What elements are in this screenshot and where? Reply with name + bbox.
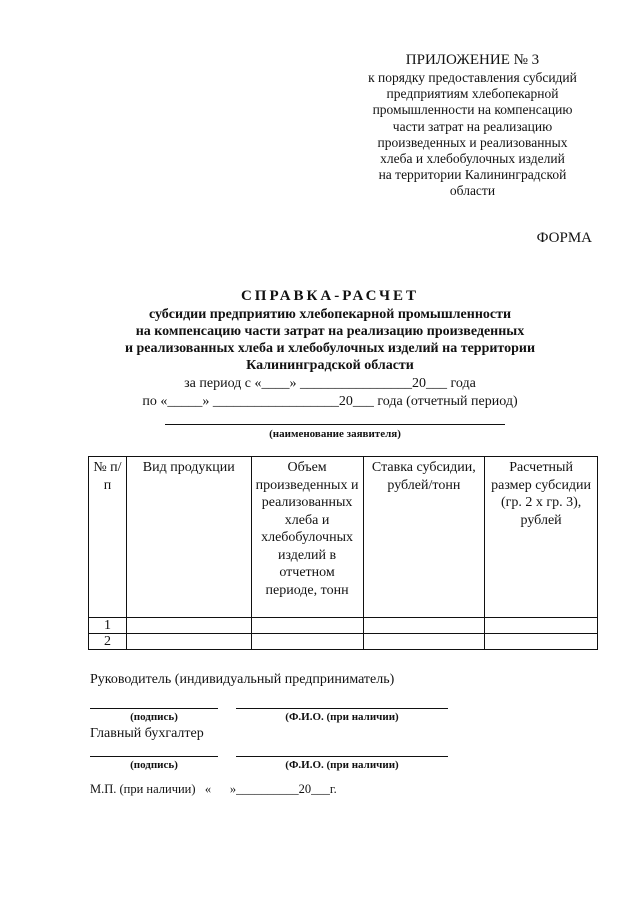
period-line-to: по «_____» __________________20___ года (отчетный период) [142, 394, 518, 409]
appendix-line: области [449, 183, 496, 199]
header-subsidy-amount: Расчетный размер субсидии (гр. 2 х гр. 3), рублей [485, 457, 598, 618]
appendix-line: предприятиям хлебопекарной [386, 86, 559, 102]
stamp-date-line: М.П. (при наличии) « »__________20___г. [90, 782, 337, 796]
table-cell [126, 634, 251, 650]
appendix-line: на территории Калининградской [378, 167, 567, 183]
document-heading: СПРАВКА-РАСЧЕТ [240, 288, 420, 304]
header-volume: Объем произведенных и реализованных хлеба и хлебобулочных изделий в отчетном периоде, тонн [251, 457, 363, 618]
table-row [89, 618, 598, 634]
head-signature-line [90, 708, 218, 709]
applicant-name-line [165, 424, 505, 425]
accountant-name-caption: (Ф.И.О. (при наличии) [285, 759, 399, 771]
accountant-label: Главный бухгалтер [90, 726, 204, 741]
appendix-block [330, 52, 615, 200]
document-subtitle [60, 306, 600, 374]
table-cell [251, 634, 363, 650]
form-label: ФОРМА [536, 230, 592, 246]
table-cell: 2 [89, 634, 127, 650]
table-cell [485, 618, 598, 634]
appendix-line: произведенных и реализованных [377, 134, 568, 150]
accountant-signature-caption: (подпись) [130, 759, 178, 771]
head-signature-caption: (подпись) [130, 711, 178, 723]
head-name-line [236, 708, 448, 709]
table-cell [485, 634, 598, 650]
accountant-name-line [236, 756, 448, 757]
table-cell [126, 618, 251, 634]
table-cell [363, 618, 485, 634]
appendix-line: хлеба и хлебобулочных изделий [380, 151, 565, 167]
header-number: № п/п [89, 457, 127, 618]
header-rate: Ставка субсидии, рублей/тонн [363, 457, 485, 618]
appendix-line: части затрат на реализацию [392, 118, 553, 134]
subtitle-line: на компенсацию части затрат на реализацию произведенных [135, 324, 525, 339]
table-cell [363, 634, 485, 650]
table-cell [251, 618, 363, 634]
accountant-signature-line [90, 756, 218, 757]
header-product-type: Вид продукции [126, 457, 251, 618]
head-name-caption: (Ф.И.О. (при наличии) [285, 711, 399, 723]
appendix-line: промышленности на компенсацию [372, 102, 573, 118]
applicant-caption: (наименование заявителя) [269, 428, 401, 440]
period-line-from: за период с «____» ________________20___ года [184, 376, 476, 391]
subtitle-line: Калининградской области [246, 358, 414, 373]
subsidy-table [88, 456, 598, 650]
head-label: Руководитель (индивидуальный предприниматель) [90, 672, 395, 687]
table-row [89, 634, 598, 650]
table-header-row [89, 457, 598, 618]
appendix-title: ПРИЛОЖЕНИЕ № 3 [405, 52, 540, 68]
subtitle-line: и реализованных хлеба и хлебобулочных изделий на территории [124, 341, 536, 356]
appendix-line: к порядку предоставления субсидий [368, 70, 577, 85]
subtitle-line: субсидии предприятию хлебопекарной промышленности [148, 307, 512, 322]
table-cell: 1 [89, 618, 127, 634]
